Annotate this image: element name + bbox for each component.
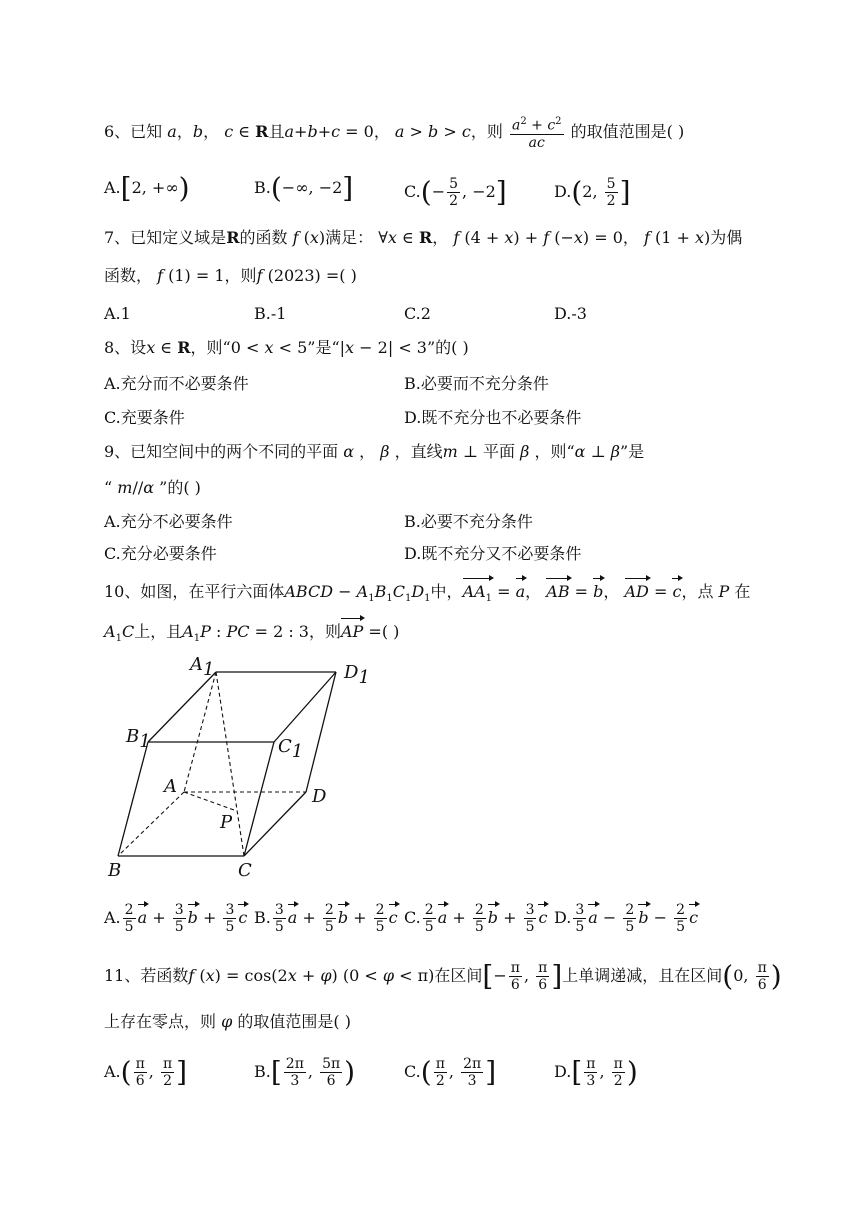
- q9-option-d[interactable]: D.既不充分又不必要条件: [404, 544, 582, 563]
- label-b: B: [108, 860, 122, 881]
- q11-option-b[interactable]: B.[ $\frac{2\pi}{3}$ , $\frac{5\pi}{6}$ ): [254, 1055, 356, 1089]
- parallelepiped-figure: [104, 650, 384, 882]
- q11-option-a[interactable]: A.( $\frac{\pi}{6}$ , $\frac{\pi}{2}$ ]: [104, 1055, 188, 1089]
- q6-option-c[interactable]: C.(− $\frac{5}{2}$ , −2]: [404, 175, 507, 209]
- q7-option-a[interactable]: A.1: [104, 304, 131, 323]
- edge-d1-d: [306, 672, 336, 792]
- label-d1: D1: [344, 662, 370, 688]
- q6-option-d[interactable]: D.(2, $\frac{5}{2}$ ]: [554, 175, 631, 209]
- edge-c1-c: [244, 742, 274, 856]
- q7-option-d[interactable]: D.-3: [554, 304, 587, 323]
- q9-stem-line2: “ m//α ”的( ): [104, 478, 201, 497]
- q6-stem-and: 且: [268, 121, 285, 141]
- q10-option-c[interactable]: C. $\frac{2}{5}$ a + $\frac{2}{5}$ b + $\frac{3}{5}$ c: [404, 902, 548, 935]
- q10-stem-line2: $A_1C$上，且$A_1P$ : PC = 2 : 3，则AP =( ): [104, 622, 400, 645]
- label-b1: B1: [126, 726, 151, 752]
- q10-stem: 10、如图，在平行六面体ABCD − $A_1B_1C_1D_1$中，$AA_1 = a$， AB = b， AD = c，点 P 在: [104, 580, 750, 611]
- q9-option-b[interactable]: B.必要不充分条件: [404, 512, 533, 531]
- q6-fraction: $\frac{a^2 + c^2}{ac}$: [511, 116, 562, 151]
- q6-stem-end: 的取值范围是( ): [570, 121, 685, 141]
- label-c: C: [238, 860, 252, 881]
- hidden-edge-a-b: [118, 792, 184, 856]
- q11-option-c[interactable]: C.( $\frac{\pi}{2}$ , $\frac{2\pi}{3}$ ]: [404, 1055, 497, 1089]
- q6-stem-then: ，则: [470, 121, 503, 141]
- edge-c-d: [244, 792, 306, 856]
- q8-option-d[interactable]: D.既不充分也不必要条件: [404, 408, 582, 427]
- edge-b1-a1: [148, 672, 216, 742]
- label-a1: A1: [190, 654, 215, 680]
- label-c1: C1: [278, 736, 304, 762]
- q7-option-c[interactable]: C.2: [404, 304, 431, 323]
- q7-option-b[interactable]: B.-1: [254, 304, 287, 323]
- q6-stem: 6、已知 a，b， c ∈ R且a+b+c = 0， a > b > c，则 $\frac{a^2 + c^2}{ac}$ 的取值范围是( ): [104, 116, 685, 151]
- q10-option-d[interactable]: D. $\frac{3}{5}$ a − $\frac{2}{5}$ b − $\frac{2}{5}$ c: [554, 902, 699, 935]
- q6-stem-text: 6、已知: [104, 121, 163, 141]
- edge-b1-b: [118, 742, 148, 856]
- label-a: A: [164, 776, 177, 797]
- q9-stem: 9、已知空间中的两个不同的平面 α ， β ，直线m ⊥ 平面 β ，则“α ⊥ β”是: [104, 442, 645, 461]
- q10-option-a[interactable]: A. $\frac{2}{5}$ a + $\frac{3}{5}$ b + $\frac{3}{5}$ c: [104, 902, 248, 935]
- q11-stem: 11、若函数f (x) = cos(2x + φ) (0 < φ < π)在区间[− $\frac{\pi}{6}$ , $\frac{\pi}{6}$ ]上单调递减，且在区间(0, $\frac{\pi}{6}$ ): [104, 959, 782, 993]
- segment-a-p: [184, 792, 234, 810]
- hidden-edge-a1-a: [184, 672, 216, 792]
- q6-option-a[interactable]: A.[2, +∞): [104, 171, 190, 205]
- q8-option-a[interactable]: A.充分而不必要条件: [104, 374, 249, 393]
- q7-stem-line2: 函数， f (1) = 1，则f (2023) =( ): [104, 266, 357, 285]
- q9-option-c[interactable]: C.充分必要条件: [104, 544, 217, 563]
- q9-option-a[interactable]: A.充分不必要条件: [104, 512, 233, 531]
- q8-stem: 8、设x ∈ R，则“0 < x < 5”是“|x − 2| < 3”的( ): [104, 338, 469, 357]
- q8-option-b[interactable]: B.必要而不充分条件: [404, 374, 549, 393]
- q6-option-b[interactable]: B.(−∞, −2]: [254, 171, 354, 205]
- label-d: D: [312, 786, 327, 807]
- q11-option-d[interactable]: D.[ $\frac{\pi}{3}$ , $\frac{\pi}{2}$ ): [554, 1055, 638, 1089]
- q10-option-b[interactable]: B. $\frac{3}{5}$ a + $\frac{2}{5}$ b + $\frac{2}{5}$ c: [254, 902, 398, 935]
- q7-stem: 7、已知定义域是R的函数 f (x)满足： ∀x ∈ R， f (4 + x) + f (−x) = 0， f (1 + x)为偶: [104, 228, 743, 247]
- q11-stem-line2: 上存在零点，则 φ 的取值范围是( ): [104, 1012, 351, 1031]
- label-p: P: [220, 812, 233, 833]
- q8-option-c[interactable]: C.充要条件: [104, 408, 185, 427]
